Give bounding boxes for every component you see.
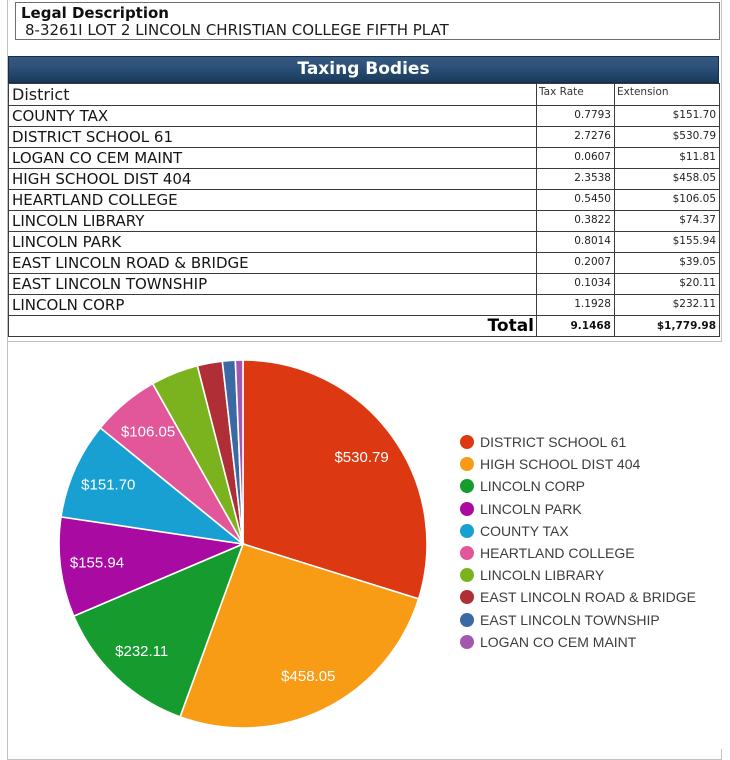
extension-cell: $232.11 (615, 295, 720, 316)
tax-rate-cell: 0.2007 (537, 253, 615, 274)
district-cell: HEARTLAND COLLEGE (9, 190, 537, 211)
column-header-district: District (9, 84, 537, 106)
district-cell: LINCOLN LIBRARY (9, 211, 537, 232)
table-row (9, 253, 720, 274)
legend-item-east-lincoln-road-bridge[interactable] (460, 586, 696, 608)
district-cell: HIGH SCHOOL DIST 404 (9, 169, 537, 190)
chart-legend (460, 431, 696, 653)
taxing-bodies-header: Taxing Bodies (8, 56, 719, 83)
tax-rate-cell: 0.1034 (537, 274, 615, 295)
table-total-row (9, 316, 720, 337)
legend-color-dot (460, 457, 474, 471)
district-cell: LINCOLN CORP (9, 295, 537, 316)
table-row (9, 274, 720, 295)
legend-item-label: LINCOLN CORP (480, 478, 586, 495)
table-header-row (9, 84, 720, 106)
legend-item-high-school-dist-404[interactable] (460, 453, 696, 475)
legend-color-dot (460, 435, 474, 449)
legend-color-dot (460, 568, 474, 582)
legend-item-east-lincoln-township[interactable] (460, 609, 696, 631)
extension-cell: $106.05 (615, 190, 720, 211)
legend-item-label: HEARTLAND COLLEGE (480, 545, 635, 562)
legend-item-label: LINCOLN LIBRARY (480, 567, 605, 584)
legal-description-title: Legal Description (21, 4, 169, 22)
legend-item-label: EAST LINCOLN ROAD & BRIDGE (480, 589, 697, 606)
legend-item-county-tax[interactable] (460, 520, 696, 542)
pie-slice-value-label: $106.05 (120, 423, 176, 441)
legend-item-logan-co-cem-maint[interactable] (460, 631, 696, 653)
pie-chart (8, 342, 458, 748)
legend-item-label: COUNTY TAX (480, 522, 569, 539)
tax-rate-cell: 2.7276 (537, 127, 615, 148)
legend-item-district-school-61[interactable] (460, 431, 696, 453)
legend-item-label: HIGH SCHOOL DIST 404 (480, 456, 641, 473)
legend-item-label: LINCOLN PARK (480, 500, 582, 517)
total-tax-rate: 9.1468 (537, 316, 615, 337)
extension-cell: $530.79 (615, 127, 720, 148)
legend-color-dot (460, 479, 474, 493)
tax-rate-cell: 0.8014 (537, 232, 615, 253)
tax-rate-cell: 0.5450 (537, 190, 615, 211)
extension-cell: $155.94 (615, 232, 720, 253)
table-row (9, 148, 720, 169)
legend-item-label: EAST LINCOLN TOWNSHIP (480, 611, 660, 628)
district-cell: DISTRICT SCHOOL 61 (9, 127, 537, 148)
legend-color-dot (460, 502, 474, 516)
legend-item-label: DISTRICT SCHOOL 61 (480, 434, 627, 451)
legend-color-dot (460, 524, 474, 538)
pie-slice-value-label: $458.05 (281, 667, 336, 685)
district-cell: EAST LINCOLN ROAD & BRIDGE (9, 253, 537, 274)
pie-slice-value-label: $530.79 (334, 448, 389, 466)
extension-cell: $151.70 (615, 106, 720, 127)
table-row (9, 232, 720, 253)
total-extension: $1,779.98 (615, 316, 720, 337)
extension-cell: $11.81 (615, 148, 720, 169)
district-cell: EAST LINCOLN TOWNSHIP (9, 274, 537, 295)
pie-slice-value-label: $155.94 (69, 554, 125, 572)
legend-color-dot (460, 590, 474, 604)
tax-rate-cell: 0.0607 (537, 148, 615, 169)
legend-color-dot (460, 635, 474, 649)
table-row (9, 211, 720, 232)
legal-description-value: 8-3261I LOT 2 LINCOLN CHRISTIAN COLLEGE FIFTH PLAT (25, 21, 449, 39)
tax-rate-cell: 0.7793 (537, 106, 615, 127)
column-header-extension: Extension (615, 84, 720, 106)
tax-rate-cell: 1.1928 (537, 295, 615, 316)
extension-cell: $74.37 (615, 211, 720, 232)
extension-cell: $20.11 (615, 274, 720, 295)
table-row (9, 295, 720, 316)
tax-rate-cell: 0.3822 (537, 211, 615, 232)
tax-rate-cell: 2.3538 (537, 169, 615, 190)
table-row (9, 127, 720, 148)
table-row (9, 190, 720, 211)
extension-cell: $39.05 (615, 253, 720, 274)
table-row (9, 106, 720, 127)
pie-slice-value-label: $151.70 (81, 476, 136, 494)
taxing-bodies-table (8, 83, 720, 337)
legend-item-heartland-college[interactable] (460, 542, 696, 564)
legend-item-lincoln-park[interactable] (460, 498, 696, 520)
district-cell: LOGAN CO CEM MAINT (9, 148, 537, 169)
extension-cell: $458.05 (615, 169, 720, 190)
table-body (9, 106, 720, 316)
table-row (9, 169, 720, 190)
tax-distribution-chart-panel (8, 341, 722, 749)
legend-color-dot (460, 613, 474, 627)
total-label: Total (9, 316, 537, 337)
district-cell: LINCOLN PARK (9, 232, 537, 253)
district-cell: COUNTY TAX (9, 106, 537, 127)
legal-description-box (15, 2, 720, 40)
column-header-tax-rate: Tax Rate (537, 84, 615, 106)
legend-item-lincoln-library[interactable] (460, 564, 696, 586)
pie-slice-value-label: $232.11 (115, 642, 169, 660)
legend-item-label: LOGAN CO CEM MAINT (480, 633, 637, 650)
legend-item-lincoln-corp[interactable] (460, 475, 696, 497)
legend-color-dot (460, 546, 474, 560)
